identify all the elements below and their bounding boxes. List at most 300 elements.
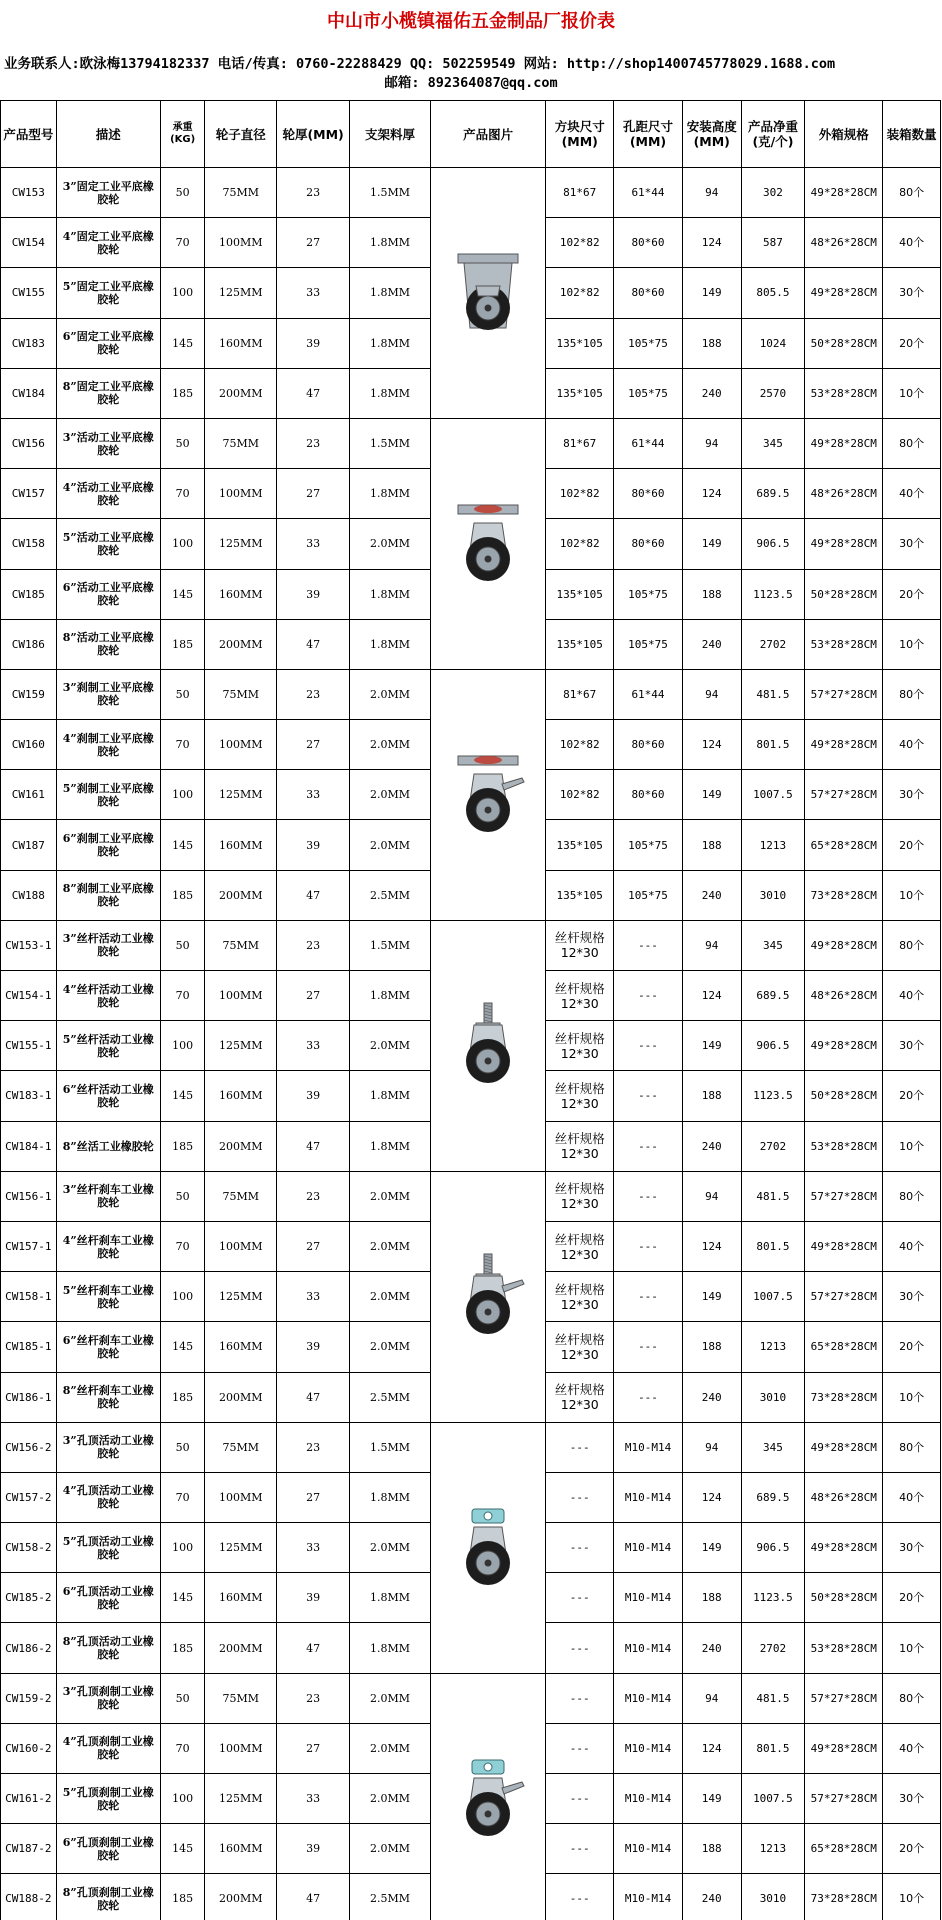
header-plate-size: 方块尺寸(MM) [546,101,614,168]
mount-height-cell: 188 [682,569,741,619]
net-weight-cell: 3010 [741,870,805,920]
net-weight-cell: 481.5 [741,669,805,719]
net-weight-cell: 1007.5 [741,1774,805,1824]
thickness-cell: 2.0MM [350,820,431,870]
width-cell: 33 [277,1272,350,1322]
model-cell: CW160 [1,720,57,770]
diameter-cell: 200MM [205,1874,277,1920]
pack-qty-cell: 30个 [883,1021,941,1071]
plate-size-cell: 丝杆规格12*30 [546,1221,614,1271]
mount-height-cell: 124 [682,469,741,519]
plate-size-cell: 丝杆规格12*30 [546,1171,614,1221]
pack-qty-cell: 10个 [883,1874,941,1920]
diameter-cell: 200MM [205,1372,277,1422]
model-cell: CW156-2 [1,1422,57,1472]
pack-qty-cell: 10个 [883,1372,941,1422]
plate-size-cell: --- [546,1774,614,1824]
load-cell: 70 [160,1472,205,1522]
model-cell: CW155 [1,268,57,318]
load-cell: 185 [160,619,205,669]
pack-qty-cell: 40个 [883,1472,941,1522]
carton-size-cell: 50*28*28CM [805,569,883,619]
diameter-cell: 75MM [205,920,277,970]
description-cell: 3”丝杆活动工业橡胶轮 [56,920,160,970]
load-cell: 70 [160,469,205,519]
mount-height-cell: 240 [682,870,741,920]
plate-size-cell: 102*82 [546,218,614,268]
carton-size-cell: 57*27*28CM [805,1774,883,1824]
net-weight-cell: 345 [741,920,805,970]
header-wheel-width: 轮厚(MM) [277,101,350,168]
diameter-cell: 75MM [205,1171,277,1221]
net-weight-cell: 3010 [741,1874,805,1920]
hole-spacing-cell: 105*75 [614,820,683,870]
thickness-cell: 2.0MM [350,1221,431,1271]
threaded-stem-caster-image [446,1001,530,1091]
width-cell: 47 [277,1121,350,1171]
pack-qty-cell: 20个 [883,1824,941,1874]
carton-size-cell: 53*28*28CM [805,619,883,669]
load-cell: 50 [160,1422,205,1472]
table-row [1,920,941,970]
hole-spacing-cell: --- [614,1121,683,1171]
load-cell: 145 [160,1824,205,1874]
diameter-cell: 125MM [205,1774,277,1824]
thickness-cell: 2.0MM [350,770,431,820]
width-cell: 39 [277,1824,350,1874]
hole-spacing-cell: M10-M14 [614,1824,683,1874]
width-cell: 33 [277,1523,350,1573]
plate-size-cell: 102*82 [546,770,614,820]
pack-qty-cell: 80个 [883,1171,941,1221]
load-cell: 185 [160,1372,205,1422]
load-cell: 185 [160,870,205,920]
description-cell: 6”活动工业平底橡胶轮 [56,569,160,619]
thickness-cell: 2.0MM [350,1171,431,1221]
plate-size-cell: --- [546,1874,614,1920]
product-image-cell [430,1673,545,1920]
width-cell: 23 [277,1171,350,1221]
mount-height-cell: 149 [682,770,741,820]
plate-size-cell: 丝杆规格12*30 [546,1021,614,1071]
model-cell: CW160-2 [1,1723,57,1773]
carton-size-cell: 65*28*28CM [805,820,883,870]
thickness-cell: 1.5MM [350,168,431,218]
diameter-cell: 125MM [205,1523,277,1573]
net-weight-cell: 906.5 [741,1523,805,1573]
hole-top-swivel-caster-image [446,1503,530,1593]
description-cell: 5”活动工业平底橡胶轮 [56,519,160,569]
email-line: 邮箱: 892364087@qq.com [384,75,558,91]
width-cell: 23 [277,669,350,719]
pack-qty-cell: 30个 [883,1523,941,1573]
carton-size-cell: 53*28*28CM [805,368,883,418]
header-hole-spacing: 孔距尺寸(MM) [614,101,683,168]
hole-spacing-cell: M10-M14 [614,1573,683,1623]
net-weight-cell: 1007.5 [741,1272,805,1322]
pack-qty-cell: 20个 [883,318,941,368]
pack-qty-cell: 40个 [883,1221,941,1271]
model-cell: CW153-1 [1,920,57,970]
mount-height-cell: 124 [682,1472,741,1522]
width-cell: 39 [277,318,350,368]
net-weight-cell: 1213 [741,1824,805,1874]
table-row [1,1422,941,1472]
header-pack-qty: 装箱数量 [883,101,941,168]
plate-size-cell: --- [546,1523,614,1573]
net-weight-cell: 2702 [741,1121,805,1171]
description-cell: 5”丝杆刹车工业橡胶轮 [56,1272,160,1322]
description-cell: 8”丝活工业橡胶轮 [56,1121,160,1171]
hole-spacing-cell: --- [614,1171,683,1221]
net-weight-cell: 3010 [741,1372,805,1422]
model-cell: CW183 [1,318,57,368]
carton-size-cell: 49*28*28CM [805,1221,883,1271]
diameter-cell: 75MM [205,1422,277,1472]
plate-size-cell: 丝杆规格12*30 [546,1121,614,1171]
load-cell: 100 [160,1523,205,1573]
table-row [1,1673,941,1723]
diameter-cell: 200MM [205,870,277,920]
thickness-cell: 1.8MM [350,1623,431,1673]
carton-size-cell: 48*26*28CM [805,971,883,1021]
thickness-cell: 2.0MM [350,1673,431,1723]
thickness-cell: 2.5MM [350,1874,431,1920]
description-cell: 3”固定工业平底橡胶轮 [56,168,160,218]
net-weight-cell: 1024 [741,318,805,368]
price-table [0,100,941,1920]
pack-qty-cell: 80个 [883,669,941,719]
plate-size-cell: 135*105 [546,569,614,619]
table-row [1,1171,941,1221]
load-cell: 50 [160,168,205,218]
hole-spacing-cell: M10-M14 [614,1723,683,1773]
mount-height-cell: 124 [682,218,741,268]
net-weight-cell: 689.5 [741,469,805,519]
thickness-cell: 2.0MM [350,1523,431,1573]
width-cell: 39 [277,569,350,619]
hole-spacing-cell: --- [614,1021,683,1071]
description-cell: 4”固定工业平底橡胶轮 [56,218,160,268]
model-cell: CW158 [1,519,57,569]
model-cell: CW184 [1,368,57,418]
net-weight-cell: 1123.5 [741,1573,805,1623]
description-cell: 5”丝杆活动工业橡胶轮 [56,1021,160,1071]
thickness-cell: 1.8MM [350,1121,431,1171]
plate-size-cell: 135*105 [546,619,614,669]
net-weight-cell: 689.5 [741,1472,805,1522]
header-mount-height: 安装高度(MM) [682,101,741,168]
plate-size-cell: --- [546,1623,614,1673]
carton-size-cell: 65*28*28CM [805,1824,883,1874]
carton-size-cell: 48*26*28CM [805,1472,883,1522]
diameter-cell: 125MM [205,1272,277,1322]
width-cell: 27 [277,1723,350,1773]
description-cell: 6”固定工业平底橡胶轮 [56,318,160,368]
hole-spacing-cell: --- [614,1272,683,1322]
diameter-cell: 200MM [205,619,277,669]
net-weight-cell: 801.5 [741,720,805,770]
diameter-cell: 75MM [205,669,277,719]
pack-qty-cell: 20个 [883,820,941,870]
hole-spacing-cell: --- [614,1221,683,1271]
plate-size-cell: 81*67 [546,168,614,218]
net-weight-cell: 1007.5 [741,770,805,820]
threaded-stem-brake-caster-image [446,1252,530,1342]
load-cell: 70 [160,218,205,268]
net-weight-cell: 2570 [741,368,805,418]
load-cell: 145 [160,1322,205,1372]
mount-height-cell: 94 [682,1171,741,1221]
hole-spacing-cell: 61*44 [614,418,683,468]
mount-height-cell: 188 [682,1071,741,1121]
diameter-cell: 160MM [205,1322,277,1372]
description-cell: 5”固定工业平底橡胶轮 [56,268,160,318]
pack-qty-cell: 30个 [883,268,941,318]
pack-qty-cell: 10个 [883,1623,941,1673]
plate-size-cell: --- [546,1824,614,1874]
load-cell: 100 [160,268,205,318]
net-weight-cell: 302 [741,168,805,218]
width-cell: 39 [277,1573,350,1623]
diameter-cell: 160MM [205,569,277,619]
thickness-cell: 1.8MM [350,368,431,418]
plate-size-cell: --- [546,1472,614,1522]
hole-spacing-cell: 80*60 [614,770,683,820]
load-cell: 185 [160,1874,205,1920]
plate-size-cell: 135*105 [546,318,614,368]
net-weight-cell: 801.5 [741,1723,805,1773]
thickness-cell: 1.8MM [350,1472,431,1522]
hole-spacing-cell: 105*75 [614,870,683,920]
net-weight-cell: 805.5 [741,268,805,318]
width-cell: 27 [277,720,350,770]
width-cell: 27 [277,1221,350,1271]
net-weight-cell: 2702 [741,1623,805,1673]
width-cell: 33 [277,770,350,820]
hole-spacing-cell: M10-M14 [614,1673,683,1723]
contact-line: 业务联系人:欧泳梅13794182337 电话/传真: 0760-22288429 QQ: 502259549 网站: http://shop1400745778029.1688.com [4,56,836,72]
mount-height-cell: 240 [682,1372,741,1422]
hole-spacing-cell: 105*75 [614,569,683,619]
mount-height-cell: 149 [682,1523,741,1573]
thickness-cell: 1.5MM [350,1422,431,1472]
width-cell: 23 [277,418,350,468]
mount-height-cell: 94 [682,418,741,468]
product-image-cell [430,1171,545,1422]
diameter-cell: 160MM [205,1573,277,1623]
width-cell: 47 [277,1623,350,1673]
mount-height-cell: 94 [682,168,741,218]
diameter-cell: 75MM [205,1673,277,1723]
carton-size-cell: 49*28*28CM [805,720,883,770]
width-cell: 39 [277,1071,350,1121]
pack-qty-cell: 10个 [883,619,941,669]
mount-height-cell: 188 [682,1573,741,1623]
table-header-row [1,101,941,168]
diameter-cell: 125MM [205,519,277,569]
plate-size-cell: 丝杆规格12*30 [546,1372,614,1422]
net-weight-cell: 689.5 [741,971,805,1021]
header-net-weight: 产品净重(克/个) [741,101,805,168]
diameter-cell: 100MM [205,971,277,1021]
model-cell: CW159-2 [1,1673,57,1723]
thickness-cell: 1.5MM [350,418,431,468]
carton-size-cell: 57*27*28CM [805,770,883,820]
product-image-cell [430,168,545,419]
net-weight-cell: 345 [741,418,805,468]
width-cell: 39 [277,1322,350,1372]
load-cell: 185 [160,1623,205,1673]
load-cell: 50 [160,920,205,970]
carton-size-cell: 49*28*28CM [805,1422,883,1472]
plate-size-cell: 102*82 [546,469,614,519]
thickness-cell: 1.8MM [350,218,431,268]
carton-size-cell: 57*27*28CM [805,1171,883,1221]
thickness-cell: 2.0MM [350,1774,431,1824]
net-weight-cell: 801.5 [741,1221,805,1271]
model-cell: CW186 [1,619,57,669]
load-cell: 50 [160,418,205,468]
carton-size-cell: 48*26*28CM [805,469,883,519]
model-cell: CW161-2 [1,1774,57,1824]
hole-spacing-cell: --- [614,920,683,970]
load-cell: 50 [160,1171,205,1221]
model-cell: CW187 [1,820,57,870]
carton-size-cell: 49*28*28CM [805,1523,883,1573]
width-cell: 23 [277,168,350,218]
width-cell: 23 [277,1673,350,1723]
thickness-cell: 1.8MM [350,971,431,1021]
description-cell: 8”孔顶活动工业橡胶轮 [56,1623,160,1673]
carton-size-cell: 73*28*28CM [805,870,883,920]
pack-qty-cell: 20个 [883,569,941,619]
diameter-cell: 125MM [205,1021,277,1071]
net-weight-cell: 1213 [741,1322,805,1372]
carton-size-cell: 49*28*28CM [805,1723,883,1773]
plate-size-cell: --- [546,1422,614,1472]
net-weight-cell: 481.5 [741,1171,805,1221]
header-wheel-diameter: 轮子直径 [205,101,277,168]
pack-qty-cell: 10个 [883,368,941,418]
hole-spacing-cell: 105*75 [614,619,683,669]
diameter-cell: 100MM [205,469,277,519]
product-image-cell [430,418,545,669]
pack-qty-cell: 40个 [883,1723,941,1773]
net-weight-cell: 906.5 [741,519,805,569]
page-title: 中山市小榄镇福佑五金制品厂报价表 [327,11,615,32]
model-cell: CW154 [1,218,57,268]
carton-size-cell: 49*28*28CM [805,418,883,468]
load-cell: 185 [160,368,205,418]
header-load: 承重(KG) [160,101,205,168]
width-cell: 33 [277,1021,350,1071]
thickness-cell: 2.0MM [350,1322,431,1372]
hole-spacing-cell: --- [614,1071,683,1121]
mount-height-cell: 124 [682,1221,741,1271]
pack-qty-cell: 10个 [883,870,941,920]
mount-height-cell: 149 [682,1021,741,1071]
mount-height-cell: 149 [682,1774,741,1824]
fixed-caster-image [446,248,530,338]
hole-top-brake-caster-image [446,1754,530,1844]
model-cell: CW157-1 [1,1221,57,1271]
mount-height-cell: 124 [682,720,741,770]
contact-info [0,50,942,90]
thickness-cell: 2.0MM [350,519,431,569]
mount-height-cell: 240 [682,1623,741,1673]
mount-height-cell: 240 [682,1874,741,1920]
description-cell: 5”孔顶活动工业橡胶轮 [56,1523,160,1573]
description-cell: 3”刹制工业平底橡胶轮 [56,669,160,719]
model-cell: CW153 [1,168,57,218]
model-cell: CW161 [1,770,57,820]
description-cell: 8”刹制工业平底橡胶轮 [56,870,160,920]
carton-size-cell: 57*27*28CM [805,669,883,719]
thickness-cell: 2.0MM [350,1021,431,1071]
description-cell: 6”孔顶活动工业橡胶轮 [56,1573,160,1623]
header-model: 产品型号 [1,101,57,168]
plate-size-cell: 81*67 [546,669,614,719]
mount-height-cell: 188 [682,1824,741,1874]
hole-spacing-cell: M10-M14 [614,1623,683,1673]
diameter-cell: 75MM [205,168,277,218]
pack-qty-cell: 40个 [883,720,941,770]
load-cell: 70 [160,720,205,770]
plate-size-cell: 102*82 [546,720,614,770]
width-cell: 27 [277,1472,350,1522]
width-cell: 33 [277,268,350,318]
carton-size-cell: 49*28*28CM [805,268,883,318]
table-row [1,418,941,468]
description-cell: 5”刹制工业平底橡胶轮 [56,770,160,820]
width-cell: 27 [277,218,350,268]
carton-size-cell: 57*27*28CM [805,1673,883,1723]
hole-spacing-cell: M10-M14 [614,1523,683,1573]
thickness-cell: 1.8MM [350,469,431,519]
mount-height-cell: 94 [682,1422,741,1472]
thickness-cell: 1.8MM [350,1071,431,1121]
model-cell: CW185-2 [1,1573,57,1623]
load-cell: 100 [160,1021,205,1071]
diameter-cell: 125MM [205,268,277,318]
model-cell: CW185 [1,569,57,619]
plate-size-cell: 丝杆规格12*30 [546,971,614,1021]
description-cell: 5”孔顶刹制工业橡胶轮 [56,1774,160,1824]
thickness-cell: 1.8MM [350,1573,431,1623]
load-cell: 100 [160,519,205,569]
description-cell: 8”孔顶刹制工业橡胶轮 [56,1874,160,1920]
model-cell: CW183-1 [1,1071,57,1121]
thickness-cell: 2.5MM [350,870,431,920]
model-cell: CW184-1 [1,1121,57,1171]
net-weight-cell: 1123.5 [741,569,805,619]
model-cell: CW154-1 [1,971,57,1021]
brake-caster-image [446,750,530,840]
carton-size-cell: 50*28*28CM [805,318,883,368]
mount-height-cell: 188 [682,318,741,368]
pack-qty-cell: 80个 [883,1673,941,1723]
thickness-cell: 2.0MM [350,720,431,770]
mount-height-cell: 188 [682,1322,741,1372]
thickness-cell: 1.8MM [350,619,431,669]
mount-height-cell: 149 [682,268,741,318]
load-cell: 145 [160,820,205,870]
width-cell: 33 [277,519,350,569]
pack-qty-cell: 40个 [883,971,941,1021]
model-cell: CW186-2 [1,1623,57,1673]
hole-spacing-cell: --- [614,1372,683,1422]
